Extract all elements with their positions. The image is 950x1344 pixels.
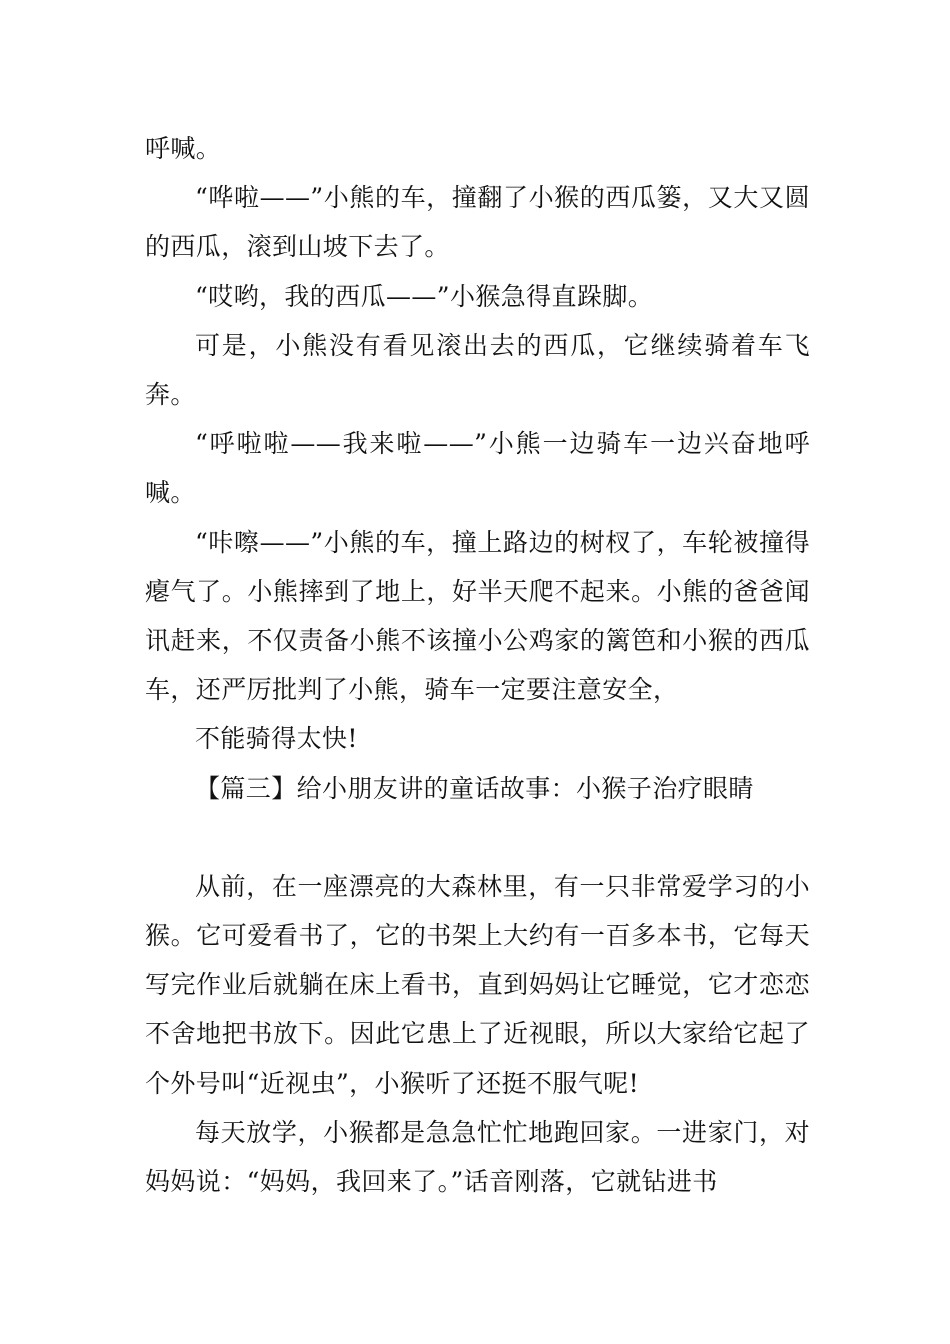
paragraph-monkey-loves-reading: 从前，在一座漂亮的大森林里，有一只非常爱学习的小猴。它可爱看书了，它的书架上大约有一百多本书，它每天写完作业后就躺在床上看书，直到妈妈让它睡觉，它才恋恋不舍地把书放下。因此它患上了近视眼，所以大家给它起了个外号叫“近视虫”，小猴听了还挺不服气呢! xyxy=(145,871,810,1098)
story-text-top xyxy=(145,124,810,1206)
paragraph-bear-crashes-tree: “咔嚓——”小熊的车，撞上路边的树杈了，车轮被撞得瘪气了。小熊摔到了地上，好半天爬不起来。小熊的爸爸闻讯赶来，不仅责备小熊不该撞小公鸡家的篱笆和小猴的西瓜车，还严厉批判了小熊，骑车一定要注意安全， xyxy=(145,527,810,705)
paragraph-monkey-stomps: “哎哟，我的西瓜——”小猴急得直跺脚。 xyxy=(195,281,654,311)
paragraph-crash-watermelon: “哗啦——”小熊的车，撞翻了小猴的西瓜篓，又大又圆的西瓜，滚到山坡下去了。 xyxy=(145,183,810,262)
paragraph-bear-rides-on: 可是，小熊没有看见滚出去的西瓜，它继续骑着车飞奔。 xyxy=(145,330,810,410)
section-heading: 【篇三】给小朋友讲的童话故事：小猴子治疗眼睛 xyxy=(195,773,754,803)
paragraph-continuation: 呼喊。 xyxy=(145,134,222,163)
section-spacer xyxy=(145,813,810,862)
paragraph-not-too-fast: 不能骑得太快! xyxy=(195,724,358,754)
paragraph-after-school: 每天放学，小猴都是急急忙忙地跑回家。一进家门，对妈妈说：“妈妈，我回来了。”话音刚落，它就钻进书 xyxy=(145,1117,810,1197)
paragraph-bear-shouts: “呼啦啦——我来啦——”小熊一边骑车一边兴奋地呼喊。 xyxy=(145,429,810,508)
